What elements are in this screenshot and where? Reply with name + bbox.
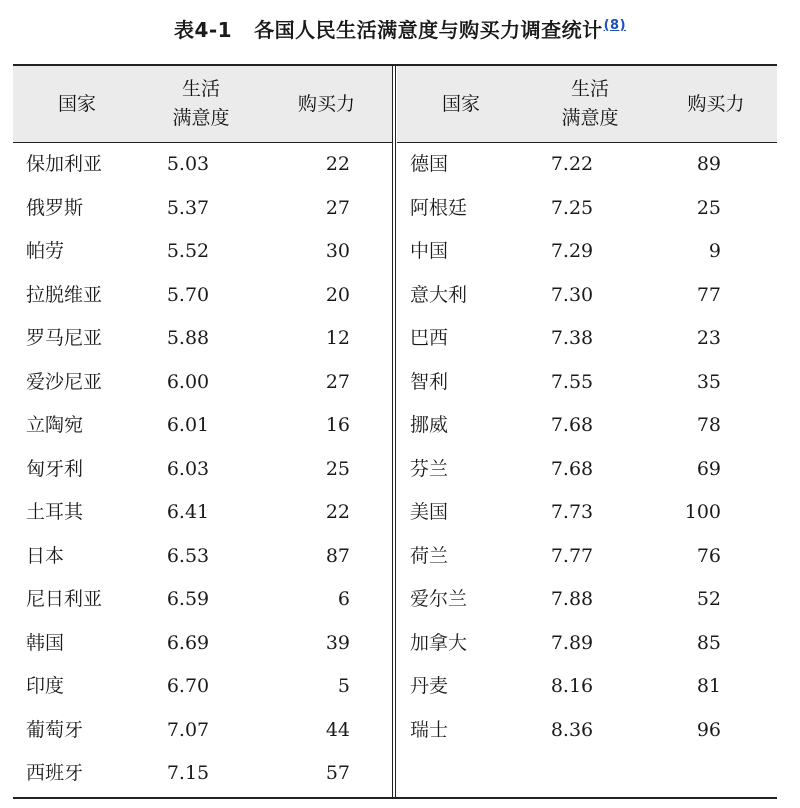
cell-satisfaction: 7.73 — [550, 501, 594, 523]
table-row — [397, 404, 777, 448]
cell-purchasing-power: 27 — [325, 370, 350, 393]
table-row — [13, 143, 392, 187]
cell-purchasing-power: 85 — [696, 631, 721, 654]
header-satisfaction-line2: 满意度 — [172, 107, 230, 129]
cell-purchasing-power: 57 — [325, 762, 350, 784]
table-title — [0, 14, 800, 43]
table-row — [397, 448, 777, 492]
cell-country: 印度 — [26, 675, 65, 697]
cell-satisfaction: 5.88 — [166, 327, 210, 349]
cell-satisfaction: 7.29 — [550, 240, 594, 262]
cell-purchasing-power: 27 — [325, 196, 350, 219]
table-row — [13, 361, 392, 405]
table-row — [13, 187, 392, 231]
cell-country: 瑞士 — [410, 718, 449, 741]
cell-purchasing-power: 35 — [696, 370, 721, 393]
cell-country: 爱沙尼亚 — [26, 370, 103, 393]
cell-country: 葡萄牙 — [26, 718, 84, 741]
cell-country: 加拿大 — [410, 631, 468, 654]
cell-purchasing-power: 5 — [337, 675, 350, 697]
cell-satisfaction: 6.41 — [166, 501, 210, 523]
column-divider — [392, 66, 393, 797]
table-row — [13, 665, 392, 709]
cell-country: 美国 — [410, 501, 449, 523]
table-body-left — [13, 143, 392, 796]
table-row — [13, 404, 392, 448]
cell-satisfaction: 7.68 — [550, 457, 594, 480]
cell-purchasing-power: 87 — [325, 544, 350, 567]
cell-purchasing-power: 30 — [325, 240, 350, 262]
header-satisfaction-line1: 生活 — [570, 78, 609, 100]
cell-country: 德国 — [410, 153, 449, 175]
cell-satisfaction: 7.38 — [550, 327, 594, 349]
cell-country: 俄罗斯 — [26, 196, 84, 219]
table-row — [13, 535, 392, 579]
table-row — [397, 491, 777, 535]
cell-country: 意大利 — [410, 283, 468, 306]
table-row — [397, 230, 777, 274]
table-row — [13, 752, 392, 796]
header-purchasing-power: 购买力 — [687, 92, 745, 115]
header-satisfaction-line1: 生活 — [181, 78, 220, 100]
cell-satisfaction: 6.59 — [166, 588, 210, 610]
table-header-right — [397, 66, 777, 143]
cell-country: 立陶宛 — [26, 414, 84, 436]
cell-satisfaction: 7.25 — [550, 196, 594, 219]
cell-country: 匈牙利 — [26, 457, 84, 480]
header-purchasing-power: 购买力 — [297, 92, 355, 115]
cell-satisfaction: 6.03 — [166, 457, 210, 480]
cell-purchasing-power: 69 — [696, 457, 721, 480]
cell-purchasing-power: 12 — [325, 327, 350, 349]
cell-purchasing-power: 6 — [337, 588, 350, 610]
cell-country: 罗马尼亚 — [26, 327, 103, 349]
cell-country: 西班牙 — [26, 762, 84, 784]
header-satisfaction — [525, 66, 655, 142]
cell-satisfaction: 7.22 — [550, 153, 594, 175]
cell-purchasing-power: 23 — [696, 327, 721, 349]
table-row — [397, 361, 777, 405]
cell-satisfaction: 6.00 — [166, 370, 210, 393]
table-row — [13, 622, 392, 666]
cell-purchasing-power: 16 — [325, 414, 350, 436]
cell-satisfaction: 8.16 — [550, 675, 594, 697]
table-row — [13, 230, 392, 274]
cell-satisfaction: 5.37 — [166, 196, 210, 219]
cell-country: 阿根廷 — [410, 196, 468, 219]
header-satisfaction-line2: 满意度 — [561, 107, 619, 129]
header-country: 国家 — [441, 92, 480, 115]
cell-satisfaction: 6.70 — [166, 675, 210, 697]
cell-satisfaction: 7.07 — [166, 718, 210, 741]
table-row — [397, 317, 777, 361]
cell-purchasing-power: 52 — [696, 588, 721, 610]
cell-satisfaction: 7.55 — [550, 370, 594, 393]
cell-country: 日本 — [26, 544, 65, 567]
cell-country: 中国 — [410, 240, 449, 262]
cell-country: 韩国 — [26, 631, 65, 654]
table-row — [397, 274, 777, 318]
cell-purchasing-power: 22 — [325, 501, 350, 523]
table-number: 表4-1 — [173, 18, 233, 42]
cell-purchasing-power: 9 — [708, 240, 721, 262]
cell-purchasing-power: 76 — [696, 544, 721, 567]
table-row — [397, 143, 777, 187]
cell-satisfaction: 6.01 — [166, 414, 210, 436]
cell-purchasing-power: 78 — [696, 414, 721, 436]
table-row — [397, 535, 777, 579]
cell-country: 土耳其 — [26, 501, 84, 523]
cell-country: 保加利亚 — [26, 153, 103, 175]
cell-country: 芬兰 — [410, 457, 449, 480]
table-left-half — [13, 66, 392, 797]
cell-satisfaction: 5.70 — [166, 283, 210, 306]
table-right-half — [397, 66, 777, 797]
table-row — [13, 491, 392, 535]
cell-country: 巴西 — [410, 327, 449, 349]
cell-purchasing-power: 25 — [696, 196, 721, 219]
cell-satisfaction: 6.53 — [166, 544, 210, 567]
table-row — [13, 709, 392, 753]
cell-satisfaction: 7.68 — [550, 414, 594, 436]
table-row — [13, 578, 392, 622]
cell-country: 丹麦 — [410, 675, 449, 697]
cell-country: 拉脱维亚 — [26, 283, 103, 306]
cell-purchasing-power: 44 — [325, 718, 350, 741]
table-row — [397, 622, 777, 666]
cell-purchasing-power: 20 — [325, 283, 350, 306]
cell-satisfaction: 5.03 — [166, 153, 210, 175]
cell-satisfaction: 7.89 — [550, 631, 594, 654]
cell-purchasing-power: 89 — [696, 153, 721, 175]
cell-purchasing-power: 25 — [325, 457, 350, 480]
cell-satisfaction: 8.36 — [550, 718, 594, 741]
cell-country: 帕劳 — [26, 240, 65, 262]
cell-purchasing-power: 96 — [696, 718, 721, 741]
table-row — [397, 665, 777, 709]
table-title-text: 各国人民生活满意度与购买力调查统计 — [254, 18, 603, 42]
table-row — [13, 448, 392, 492]
cell-satisfaction: 7.15 — [166, 762, 210, 784]
cell-satisfaction: 7.30 — [550, 283, 594, 306]
cell-country: 爱尔兰 — [410, 588, 468, 610]
cell-country: 智利 — [410, 370, 449, 393]
cell-country: 挪威 — [410, 414, 449, 436]
cell-satisfaction: 7.88 — [550, 588, 594, 610]
table-row — [13, 274, 392, 318]
column-divider — [395, 66, 396, 797]
header-satisfaction — [141, 66, 261, 142]
cell-purchasing-power: 81 — [696, 675, 721, 697]
cell-country: 尼日利亚 — [26, 588, 103, 610]
cell-purchasing-power: 22 — [325, 153, 350, 175]
cell-purchasing-power: 39 — [325, 631, 350, 654]
footnote-link[interactable]: (8) — [603, 18, 627, 33]
cell-satisfaction: 7.77 — [550, 544, 594, 567]
data-table — [13, 64, 777, 799]
cell-purchasing-power: 77 — [696, 283, 721, 306]
cell-purchasing-power: 100 — [684, 501, 721, 523]
table-row — [397, 578, 777, 622]
table-body-right — [397, 143, 777, 752]
cell-country: 荷兰 — [410, 544, 449, 567]
table-row — [397, 187, 777, 231]
header-country: 国家 — [57, 92, 96, 115]
table-row — [13, 317, 392, 361]
table-row — [397, 709, 777, 753]
table-header-left — [13, 66, 392, 143]
cell-satisfaction: 5.52 — [166, 240, 210, 262]
cell-satisfaction: 6.69 — [166, 631, 210, 654]
